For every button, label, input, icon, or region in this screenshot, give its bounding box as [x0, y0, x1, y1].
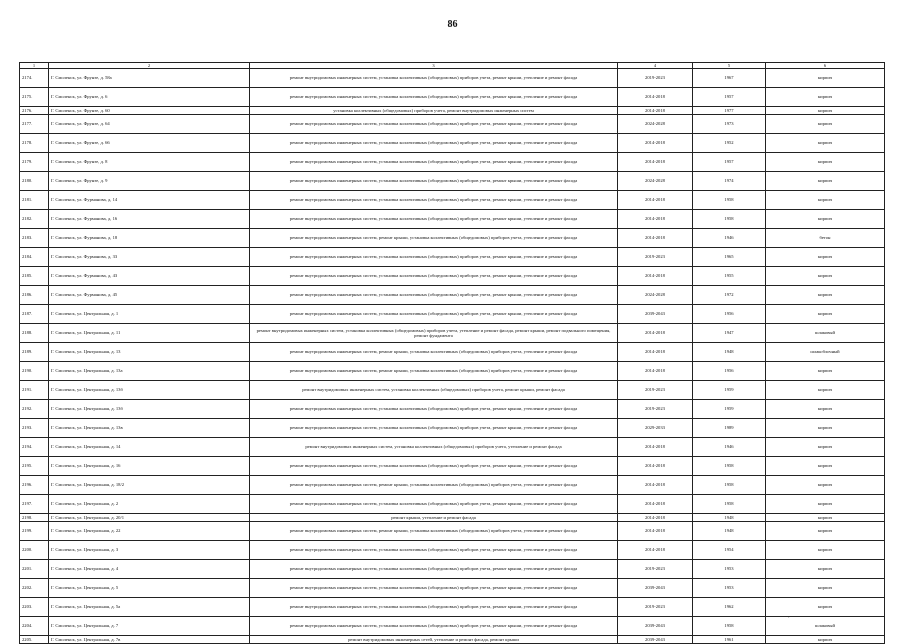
table-row: [20, 400, 885, 419]
table-row: [20, 88, 885, 107]
capital-repair-table: [19, 62, 885, 644]
row-period: 2024-2028: [618, 172, 693, 191]
row-address: Г. Смоленск, ул. Центральная, д. 5: [49, 579, 250, 598]
table-row: [20, 522, 885, 541]
row-works: ремонт внутридомовых инженерных систем, установка коллективных (общедомовых) приборов учета, ремонт крыши, утепление и ремонт фасада: [250, 153, 618, 172]
row-number: 2188.: [20, 324, 49, 343]
row-number: 2200.: [20, 541, 49, 560]
row-works: ремонт внутридомовых инженерных систем, установка коллективных (общедомовых) приборов учета, ремонт крыши, утепление и ремонт фасада: [250, 69, 618, 88]
row-address: Г. Смоленск, ул. Центральная, д. 13а: [49, 362, 250, 381]
row-wall-material: кирпич: [766, 134, 885, 153]
row-works: ремонт внутридомовых инженерных систем, ремонт крыши, установка коллективных (общедомовых) приборов учета, утепление и ремонт фасада: [250, 522, 618, 541]
table-row: [20, 457, 885, 476]
row-wall-material: кирпич: [766, 153, 885, 172]
row-wall-material: кирпич: [766, 476, 885, 495]
row-address: Г. Смоленск, ул. Центральная, д. 7: [49, 617, 250, 636]
row-wall-material: кирпич: [766, 541, 885, 560]
row-wall-material: кирпич: [766, 381, 885, 400]
row-number: 2187.: [20, 305, 49, 324]
row-period: 2039-2043: [618, 579, 693, 598]
row-build-year: 1948: [693, 522, 766, 541]
table-row: [20, 381, 885, 400]
row-period: 2019-2023: [618, 248, 693, 267]
row-number: 2204.: [20, 617, 49, 636]
row-number: 2201.: [20, 560, 49, 579]
row-works: ремонт внутридомовых инженерных систем, установка коллективных (общедомовых) приборов учета, ремонт крыши, утепление и ремонт фасада: [250, 191, 618, 210]
row-works: ремонт внутридомовых инженерных систем, ремонт крыши, установка коллективных (общедомовых) приборов учета, утепление и ремонт фасада: [250, 229, 618, 248]
row-build-year: 1948: [693, 514, 766, 522]
row-number: 2205.: [20, 636, 49, 644]
row-wall-material: кирпич: [766, 69, 885, 88]
column-header: 4: [618, 63, 693, 69]
row-number: 2190.: [20, 362, 49, 381]
row-address: Г. Смоленск, ул. Фурманова, д. 43: [49, 267, 250, 286]
row-works: ремонт внутридомовых инженерных систем, установка коллективных (общедомовых) приборов учета, ремонт крыши, утепление и ремонт фасада: [250, 495, 618, 514]
row-wall-material: кирпич: [766, 191, 885, 210]
row-number: 2183.: [20, 229, 49, 248]
row-build-year: 1946: [693, 438, 766, 457]
row-address: Г. Смоленск, ул. Фурманова, д. 18: [49, 229, 250, 248]
column-header: 5: [693, 63, 766, 69]
row-wall-material: кирпич: [766, 522, 885, 541]
table-row: [20, 324, 885, 343]
row-address: Г. Смоленск, ул. Центральная, д. 4: [49, 560, 250, 579]
row-works: ремонт внутридомовых инженерных систем, установка коллективных (общедомовых) приборов учета, ремонт крыши, утепление и ремонт фасада: [250, 286, 618, 305]
row-build-year: 1957: [693, 153, 766, 172]
row-works: ремонт внутридомовых инженерных систем, установка коллективных (общедомовых) приборов учета, ремонт крыши, утепление и ремонт фасада: [250, 172, 618, 191]
row-period: 2014-2018: [618, 438, 693, 457]
row-address: Г. Смоленск, ул. Центральная, д. 16: [49, 457, 250, 476]
row-works: ремонт крыши, утепление и ремонт фасада: [250, 514, 618, 522]
row-period: 2014-2018: [618, 362, 693, 381]
row-number: 2180.: [20, 172, 49, 191]
row-address: Г. Смоленск, ул. Фрунзе, д. 66: [49, 134, 250, 153]
table-row: [20, 476, 885, 495]
row-build-year: 1953: [693, 560, 766, 579]
row-works: ремонт внутридомовых инженерных сетей, утепление и ремонт фасада, ремонт крыши: [250, 636, 618, 644]
row-works: ремонт внутридомовых инженерных систем, установка коллективных (общедомовых) приборов учета, ремонт крыши, утепление и ремонт фасада: [250, 617, 618, 636]
row-address: Г. Смоленск, ул. Центральная, д. 18/2: [49, 476, 250, 495]
row-wall-material: кирпич: [766, 598, 885, 617]
row-build-year: 1958: [693, 495, 766, 514]
page-number: 86: [447, 19, 458, 30]
row-wall-material: кирпич: [766, 107, 885, 115]
row-wall-material: кирпич: [766, 438, 885, 457]
table-row: [20, 286, 885, 305]
row-period: 2014-2018: [618, 522, 693, 541]
row-address: Г. Смоленск, ул. Центральная, д. 3: [49, 541, 250, 560]
row-build-year: 1977: [693, 107, 766, 115]
row-address: Г. Смоленск, ул. Центральная, д. 11: [49, 324, 250, 343]
row-period: 2014-2018: [618, 495, 693, 514]
row-wall-material: кирпич: [766, 210, 885, 229]
table-row: [20, 172, 885, 191]
row-period: 2019-2023: [618, 598, 693, 617]
row-build-year: 1955: [693, 267, 766, 286]
row-address: Г. Смоленск, ул. Центральная, д. 13б: [49, 381, 250, 400]
row-period: 2014-2018: [618, 134, 693, 153]
row-period: 2014-2018: [618, 210, 693, 229]
row-number: 2194.: [20, 438, 49, 457]
table-row: [20, 153, 885, 172]
row-period: 2014-2018: [618, 88, 693, 107]
row-works: ремонт внутридомовых инженерных систем, установка коллективных (общедомовых) приборов учета, ремонт крыши, утепление и ремонт фасада: [250, 419, 618, 438]
table-row: [20, 210, 885, 229]
row-period: 2039-2043: [618, 636, 693, 644]
row-address: Г. Смоленск, ул. Центральная, д. 20/1: [49, 514, 250, 522]
row-period: 2014-2018: [618, 153, 693, 172]
row-works: ремонт внутридомовых инженерных систем, установка коллективных (общедомовых) приборов учета, ремонт крыши, утепление и ремонт фасада: [250, 115, 618, 134]
row-number: 2186.: [20, 286, 49, 305]
row-address: Г. Смоленск, ул. Центральная, д. 22: [49, 522, 250, 541]
row-period: 2014-2018: [618, 107, 693, 115]
row-build-year: 1956: [693, 362, 766, 381]
row-build-year: 1962: [693, 598, 766, 617]
table-row: [20, 579, 885, 598]
table-row: [20, 115, 885, 134]
row-build-year: 1957: [693, 88, 766, 107]
row-number: 2184.: [20, 248, 49, 267]
table-row: [20, 362, 885, 381]
row-works: установка коллективных (общедомовых) приборов учета, ремонт внутридомовых инженерных систем: [250, 107, 618, 115]
row-works: ремонт внутридомовых инженерных систем, установка коллективных (общедомовых) приборов учета, ремонт крыши, утепление и ремонт фасада: [250, 579, 618, 598]
table-row: [20, 267, 885, 286]
row-works: ремонт внутридомовых инженерных систем, установка коллективных (общедомовых) приборов учета, ремонт крыши, утепление и ремонт фасада: [250, 457, 618, 476]
row-works: ремонт внутридомовых инженерных систем, ремонт крыши, установка коллективных (общедомовых) приборов учета, утепление и ремонт фасада: [250, 343, 618, 362]
row-address: Г. Смоленск, ул. Фрунзе, д. 64: [49, 115, 250, 134]
row-works: ремонт внутридомовых инженерных систем, установка коллективных (общедомовых) приборов учета, ремонт крыши, утепление и ремонт фасада: [250, 400, 618, 419]
row-build-year: 1946: [693, 229, 766, 248]
row-wall-material: шлаковый: [766, 324, 885, 343]
table-row: [20, 107, 885, 115]
row-build-year: 1952: [693, 134, 766, 153]
row-period: 2019-2023: [618, 381, 693, 400]
table-row: [20, 617, 885, 636]
row-wall-material: кирпич: [766, 248, 885, 267]
row-period: 2039-2043: [618, 305, 693, 324]
row-number: 2198.: [20, 514, 49, 522]
column-header: 6: [766, 63, 885, 69]
table-row: [20, 560, 885, 579]
row-period: 2039-2043: [618, 617, 693, 636]
table-row: [20, 191, 885, 210]
row-address: Г. Смоленск, ул. Фрунзе, д. 8: [49, 153, 250, 172]
table-row: [20, 598, 885, 617]
row-works: ремонт внутридомовых инженерных систем, установка коллективных (общедомовых) приборов учета, ремонт крыши, утепление и ремонт фасада: [250, 598, 618, 617]
row-wall-material: кирпич: [766, 514, 885, 522]
row-period: 2019-2023: [618, 400, 693, 419]
table-row: [20, 438, 885, 457]
row-wall-material: кирпич: [766, 305, 885, 324]
row-address: Г. Смоленск, ул. Центральная, д. 5а: [49, 598, 250, 617]
row-period: 2024-2028: [618, 286, 693, 305]
row-wall-material: кирпич: [766, 172, 885, 191]
row-works: ремонт внутридомовых инженерных систем, установка коллективных (общедомовых) приборов учета, ремонт крыши, ремонт фасада: [250, 381, 618, 400]
row-number: 2196.: [20, 476, 49, 495]
row-works: ремонт внутридомовых инженерных систем, установка коллективных (общедомовых) приборов учета, ремонт крыши, утепление и ремонт фасада: [250, 267, 618, 286]
table-row: [20, 514, 885, 522]
row-number: 2195.: [20, 457, 49, 476]
row-wall-material: кирпич: [766, 457, 885, 476]
row-address: Г. Смоленск, ул. Центральная, д. 2: [49, 495, 250, 514]
row-build-year: 1958: [693, 457, 766, 476]
table-row: [20, 69, 885, 88]
column-header: 1: [20, 63, 49, 69]
row-number: 2179.: [20, 153, 49, 172]
row-number: 2202.: [20, 579, 49, 598]
row-period: 2014-2018: [618, 476, 693, 495]
row-number: 2174.: [20, 69, 49, 88]
row-works: ремонт внутридомовых инженерных систем, установка коллективных (общедомовых) приборов учета, утепление и ремонт фасада, ремонт крыши, ремонт подвального помещения, ремонт фундамента: [250, 324, 618, 343]
row-number: 2178.: [20, 134, 49, 153]
row-works: ремонт внутридомовых инженерных систем, установка коллективных (общедомовых) приборов учета, ремонт крыши, утепление и ремонт фасада: [250, 134, 618, 153]
row-wall-material: кирпич: [766, 267, 885, 286]
row-wall-material: кирпич: [766, 495, 885, 514]
row-build-year: 1956: [693, 305, 766, 324]
row-number: 2176.: [20, 107, 49, 115]
row-period: 2014-2018: [618, 541, 693, 560]
row-address: Г. Смоленск, ул. Центральная, д. 14: [49, 438, 250, 457]
row-wall-material: кирпич: [766, 636, 885, 644]
row-number: 2185.: [20, 267, 49, 286]
row-wall-material: кирпич: [766, 362, 885, 381]
row-number: 2182.: [20, 210, 49, 229]
row-address: Г. Смоленск, ул. Фурманова, д. 45: [49, 286, 250, 305]
row-build-year: 1958: [693, 476, 766, 495]
row-build-year: 1947: [693, 324, 766, 343]
row-works: ремонт внутридомовых инженерных систем, установка коллективных (общедомовых) приборов учета, ремонт крыши, утепление и ремонт фасада: [250, 210, 618, 229]
row-works: ремонт внутридомовых инженерных систем, установка коллективных (общедомовых) приборов учета, ремонт крыши, утепление и ремонт фасада: [250, 248, 618, 267]
row-wall-material: кирпич: [766, 419, 885, 438]
table-row: [20, 134, 885, 153]
table-row: [20, 229, 885, 248]
row-wall-material: кирпич: [766, 560, 885, 579]
row-works: ремонт внутридомовых инженерных систем, ремонт крыши, установка коллективных (общедомовых) приборов учета, утепление и ремонт фасада: [250, 362, 618, 381]
row-number: 2189.: [20, 343, 49, 362]
table-row: [20, 305, 885, 324]
table-row: [20, 343, 885, 362]
row-number: 2191.: [20, 381, 49, 400]
row-build-year: 1948: [693, 343, 766, 362]
row-period: 2014-2018: [618, 229, 693, 248]
row-wall-material: кирпич: [766, 115, 885, 134]
row-period: 2014-2018: [618, 324, 693, 343]
row-build-year: 1972: [693, 286, 766, 305]
row-wall-material: кирпич: [766, 579, 885, 598]
row-build-year: 1958: [693, 191, 766, 210]
row-wall-material: бетон: [766, 229, 885, 248]
row-number: 2203.: [20, 598, 49, 617]
row-address: Г. Смоленск, ул. Фрунзе, д. 9: [49, 172, 250, 191]
row-works: ремонт внутридомовых инженерных систем, установка коллективных (общедомовых) приборов учета, ремонт крыши, утепление и ремонт фасада: [250, 541, 618, 560]
row-build-year: 1967: [693, 69, 766, 88]
row-build-year: 1959: [693, 400, 766, 419]
row-build-year: 1989: [693, 419, 766, 438]
row-number: 2175.: [20, 88, 49, 107]
row-period: 2029-2033: [618, 419, 693, 438]
row-address: Г. Смоленск, ул. Центральная, д. 13б: [49, 400, 250, 419]
row-wall-material: шлакоблочный: [766, 343, 885, 362]
row-build-year: 1973: [693, 115, 766, 134]
row-wall-material: кирпич: [766, 88, 885, 107]
row-build-year: 1953: [693, 579, 766, 598]
row-works: ремонт внутридомовых инженерных систем, установка коллективных (общедомовых) приборов учета, ремонт крыши, утепление и ремонт фасада: [250, 88, 618, 107]
table-row: [20, 541, 885, 560]
row-works: ремонт внутридомовых инженерных систем, установка коллективных (общедомовых) приборов учета, ремонт крыши, утепление и ремонт фасада: [250, 305, 618, 324]
row-works: ремонт внутридомовых инженерных систем, ремонт крыши, установка коллективных (общедомовых) приборов учета, утепление и ремонт фасада: [250, 476, 618, 495]
table-row: [20, 495, 885, 514]
row-works: ремонт внутридомовых инженерных систем, установка коллективных (общедомовых) приборов учета, утепление и ремонт фасада: [250, 438, 618, 457]
row-period: 2014-2018: [618, 457, 693, 476]
row-number: 2181.: [20, 191, 49, 210]
row-number: 2192.: [20, 400, 49, 419]
row-wall-material: шлаковый: [766, 617, 885, 636]
row-period: 2014-2018: [618, 267, 693, 286]
row-wall-material: кирпич: [766, 400, 885, 419]
column-header: 3: [250, 63, 618, 69]
row-wall-material: кирпич: [766, 286, 885, 305]
row-address: Г. Смоленск, ул. Фрунзе, д. 60: [49, 107, 250, 115]
row-build-year: 1954: [693, 541, 766, 560]
row-number: 2193.: [20, 419, 49, 438]
row-build-year: 1958: [693, 210, 766, 229]
row-works: ремонт внутридомовых инженерных систем, установка коллективных (общедомовых) приборов учета, ремонт крыши, утепление и ремонт фасада: [250, 560, 618, 579]
row-period: 2024-2028: [618, 115, 693, 134]
table-row: [20, 248, 885, 267]
row-number: 2177.: [20, 115, 49, 134]
row-address: Г. Смоленск, ул. Центральная, д. 13: [49, 343, 250, 362]
row-address: Г. Смоленск, ул. Фурманова, д. 16: [49, 210, 250, 229]
row-build-year: 1974: [693, 172, 766, 191]
row-period: 2014-2018: [618, 191, 693, 210]
row-address: Г. Смоленск, ул. Фрунзе, д. 58а: [49, 69, 250, 88]
row-build-year: 1965: [693, 248, 766, 267]
row-period: 2014-2018: [618, 343, 693, 362]
table-row: [20, 419, 885, 438]
row-address: Г. Смоленск, ул. Центральная, д. 7в: [49, 636, 250, 644]
row-build-year: 1958: [693, 617, 766, 636]
column-header: 2: [49, 63, 250, 69]
row-address: Г. Смоленск, ул. Фурманова, д. 14: [49, 191, 250, 210]
row-build-year: 1961: [693, 636, 766, 644]
row-period: 2014-2018: [618, 514, 693, 522]
row-period: 2019-2023: [618, 560, 693, 579]
row-address: Г. Смоленск, ул. Центральная, д. 13в: [49, 419, 250, 438]
row-address: Г. Смоленск, ул. Фурманова, д. 33: [49, 248, 250, 267]
row-number: 2197.: [20, 495, 49, 514]
scan-speck: ·: [788, 616, 790, 621]
row-period: 2019-2023: [618, 69, 693, 88]
row-address: Г. Смоленск, ул. Фрунзе, д. 6: [49, 88, 250, 107]
row-number: 2199.: [20, 522, 49, 541]
row-address: Г. Смоленск, ул. Центральная, д. 1: [49, 305, 250, 324]
row-build-year: 1959: [693, 381, 766, 400]
